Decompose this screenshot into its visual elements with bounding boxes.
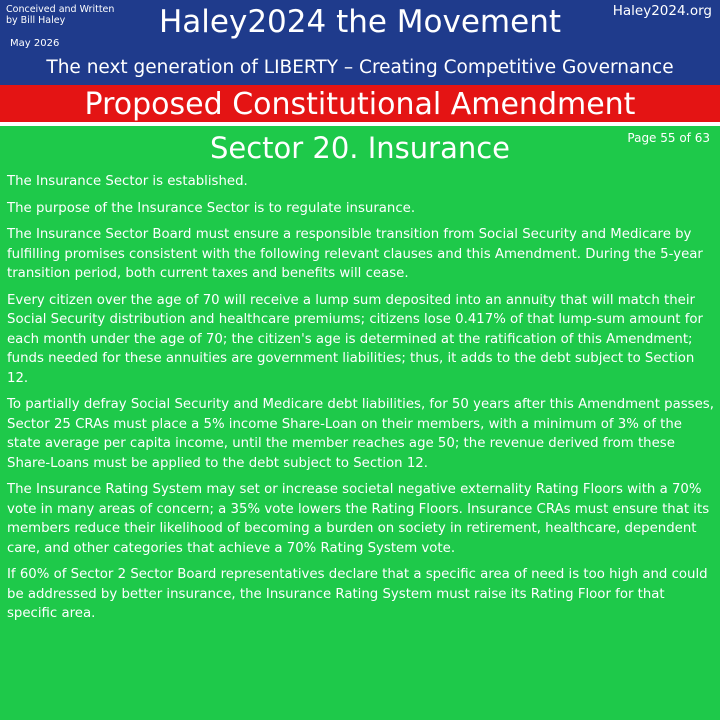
paragraph: The Insurance Sector is established. <box>7 174 248 189</box>
banner-divider <box>0 122 720 126</box>
paragraph: To partially defray Social Security and Medicare debt liabilities, for 50 years after this Amendment passes, Sector 25 CRAs must place a 5% income Share-Loan on their members, with a minimum of 3% of the state average per capita income, until the member reaches age 50; the revenue derived from these Share-Loans must be applied to the debt subject to Section 12. <box>7 397 714 471</box>
section-title: Sector 20. Insurance <box>209 131 511 165</box>
paragraph: The Insurance Rating System may set or increase societal negative externality Rating Floors with a 70% vote in many areas of concern; a 35% vote lowers the Rating Floors. Insurance CRAs must ensure that its members reduce their likelihood of becoming a burden on society in retirement, healthcare, dependent care, and other categories that achieve a 70% Rating System vote. <box>7 482 710 556</box>
website-link[interactable]: Haley2024.org <box>612 3 712 19</box>
page-number: Page 55 of 63 <box>627 131 710 145</box>
amendment-banner: Proposed Constitutional Amendment <box>0 85 720 125</box>
paragraph: The Insurance Sector Board must ensure a responsible transition from Social Security and Medicare by fulfilling promises consistent with the following relevant clauses and this Amendment. During the 5-year transition period, both current taxes and benefits will cease. <box>7 227 703 281</box>
paragraph: Every citizen over the age of 70 will receive a lump sum deposited into an annuity that will match their Social Security distribution and healthcare premiums; citizens lose 0.417% of that lump-sum amount for each month under the age of 70; the citizen's age is determined at the ratification of this Amendment; funds needed for these annuities are government liabilities; thus, it adds to the debt subject to Section 12. <box>7 292 703 386</box>
page-subtitle: The next generation of LIBERTY – Creating Competitive Governance <box>46 57 674 78</box>
paragraph: If 60% of Sector 2 Sector Board representatives declare that a specific area of need is too high and could be addressed by better insurance, the Insurance Rating System must raise its Rating Floor for that specific area. <box>7 567 708 621</box>
document-body <box>7 172 715 631</box>
header-bar <box>0 0 720 85</box>
credit-line-2: by Bill Haley <box>6 15 66 26</box>
page-title: Haley2024 the Movement <box>158 4 562 40</box>
credit-line-1: Conceived and Written <box>6 4 115 15</box>
paragraph: The purpose of the Insurance Sector is to regulate insurance. <box>7 200 416 216</box>
publication-date: May 2026 <box>10 38 60 49</box>
